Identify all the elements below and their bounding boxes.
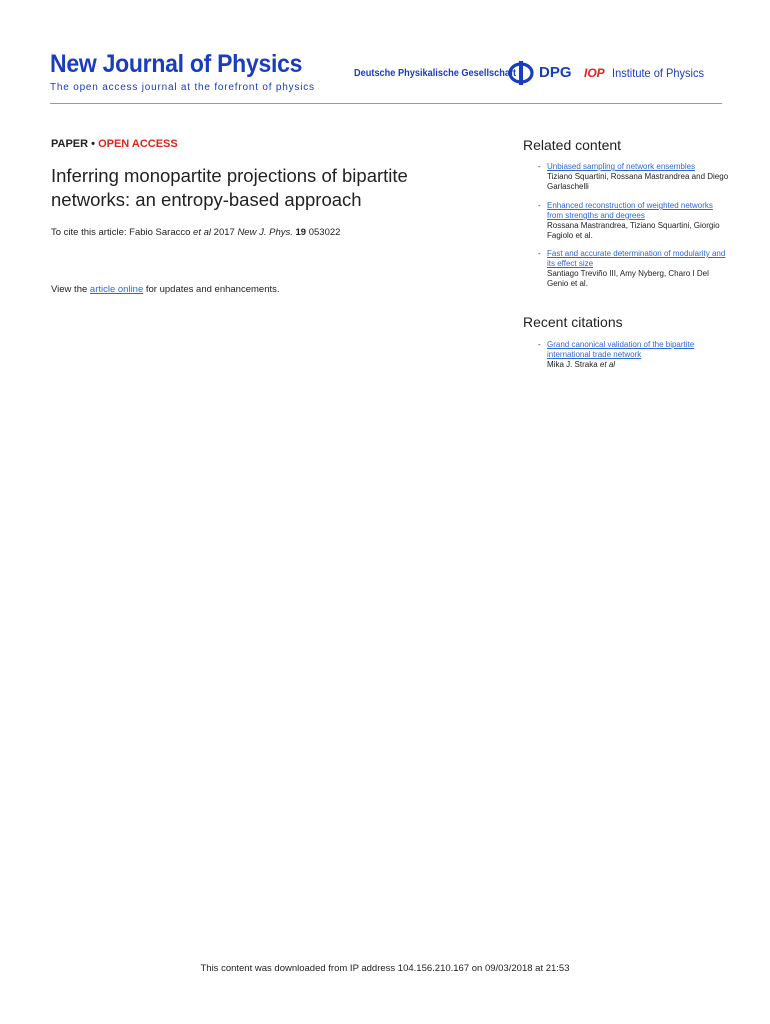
related-item: - Unbiased sampling of network ensembles Tiziano Squartini, Rossana Mastrandrea and Diego Garlaschelli [538, 162, 729, 191]
cite-number: 053022 [306, 227, 341, 238]
recent-citation-authors: Mika J. Straka et al [547, 360, 616, 369]
related-item-link[interactable]: Enhanced reconstruction of weighted networks from strengths and degrees [547, 201, 713, 220]
related-item: - Enhanced reconstruction of weighted networks from strengths and degrees Rossana Mastrandrea, Tiziano Squartini, Giorgio Fagiolo et al. [540, 201, 730, 241]
download-footer: This content was downloaded from IP address 104.156.210.167 on 09/03/2018 at 21:53 [200, 963, 570, 974]
journal-tagline: The open access journal at the forefront of physics [50, 82, 315, 93]
cite-volume: 19 [295, 227, 307, 238]
citation-line [51, 227, 340, 238]
related-item-authors: Rossana Mastrandrea, Tiziano Squartini, Giorgio Fagiolo et al. [547, 221, 720, 240]
paper-type: PAPER [51, 138, 89, 150]
related-item: - Fast and accurate determination of modularity and its effect size Santiago Treviño III, Amy Nyberg, Charo I Del Genio et al. [540, 249, 730, 289]
cite-year: 2017 [211, 227, 238, 238]
related-content-heading: Related content [523, 137, 622, 153]
related-item-authors: Tiziano Squartini, Rossana Mastrandrea and Diego Garlaschelli [547, 172, 729, 191]
dpg-name: Deutsche Physikalische Gesellschaft [354, 68, 517, 79]
view-suffix: for updates and enhancements. [143, 284, 280, 295]
cite-etal: et al [193, 227, 212, 238]
view-prefix: View the [51, 284, 90, 295]
related-item-link[interactable]: Fast and accurate determination of modularity and its effect size [547, 249, 726, 268]
iop-name: Institute of Physics [612, 66, 705, 80]
related-item-authors: Santiago Treviño III, Amy Nyberg, Charo I Del Genio et al. [547, 269, 709, 288]
dpg-phi-logo-icon [507, 60, 535, 86]
cite-prefix: To cite this article: Fabio Saracco [51, 227, 194, 238]
recent-citation-link[interactable]: Grand canonical validation of the bipartite international trade network [547, 340, 695, 359]
article-online-link[interactable]: article online [89, 284, 144, 295]
iop-abbr: IOP [584, 66, 605, 80]
recent-citation-item: - Grand canonical validation of the bipartite international trade network Mika J. Straka et al [540, 340, 730, 370]
label-separator: • [88, 138, 99, 150]
article-title: Inferring monopartite projections of bipartite networks: an entropy-based approach [51, 165, 408, 210]
paper-label [51, 138, 178, 150]
open-access-label: OPEN ACCESS [98, 138, 178, 150]
view-online-line [51, 284, 280, 295]
header-divider [50, 103, 722, 104]
related-item-link[interactable]: Unbiased sampling of network ensembles [547, 162, 696, 171]
journal-title: New Journal of Physics [50, 50, 303, 78]
recent-citations-heading: Recent citations [523, 314, 623, 330]
dpg-abbr: DPG [539, 64, 572, 81]
cite-journal: New J. Phys. [237, 227, 293, 238]
